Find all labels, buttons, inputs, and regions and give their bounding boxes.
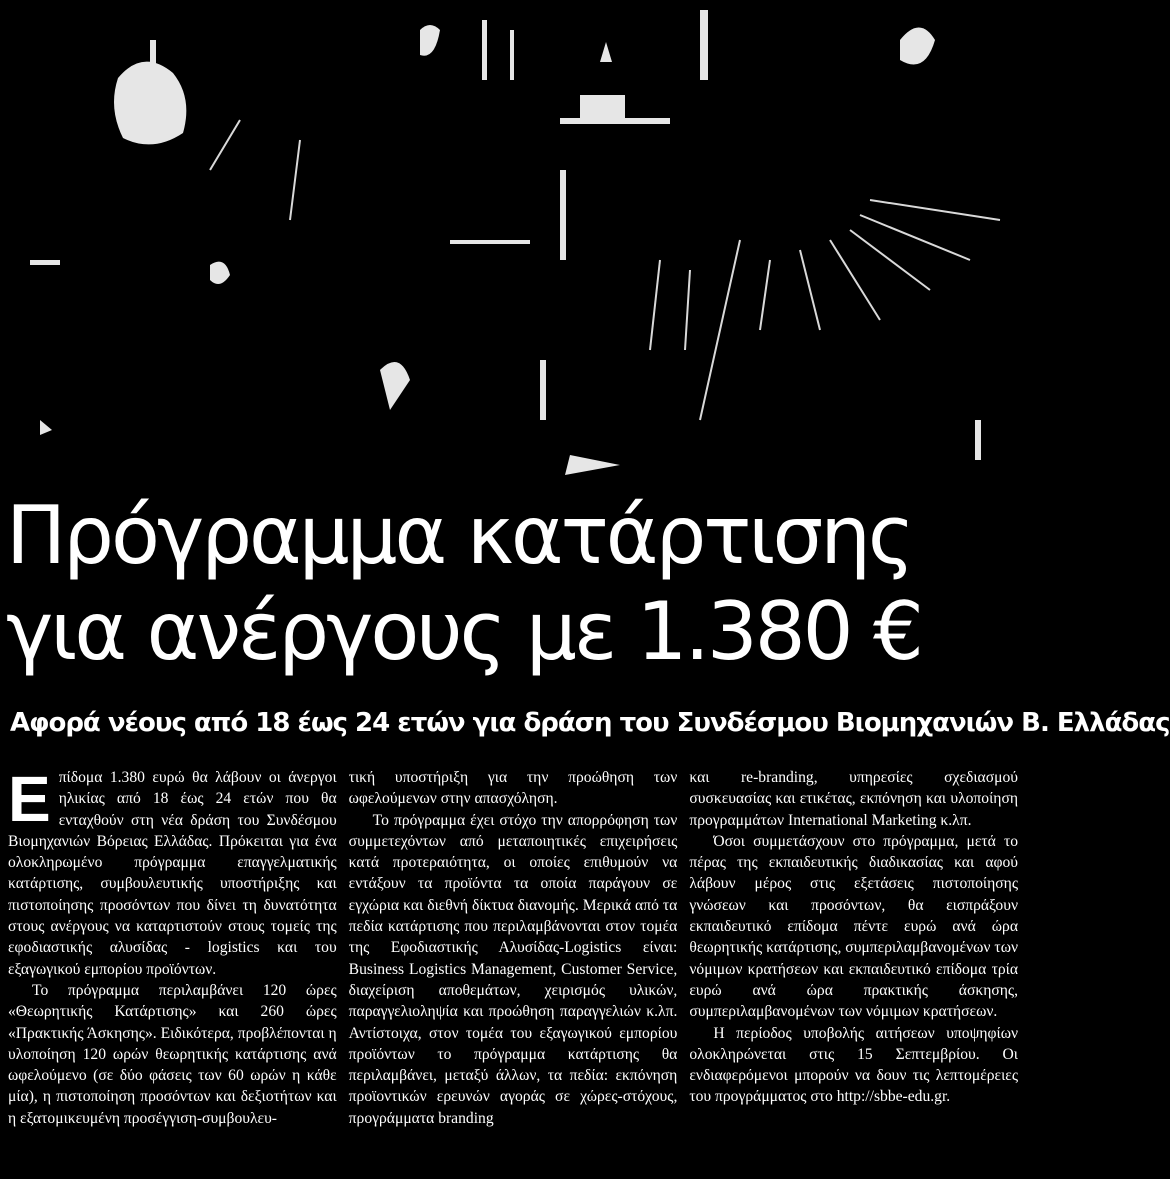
article-headline [6, 488, 1016, 680]
article-column-3 [689, 767, 1018, 1177]
headline-line-1: Πρόγραμμα κατάρτισης [6, 489, 912, 582]
article-body [8, 763, 1019, 1177]
paragraph: Όσοι συμμετάσχουν στο πρόγραμμα, μετά το πέρας της εκπαιδευτικής διαδικασίας και αφού λάβουν μέρος στις εξετάσεις πιστοποίησης γνώσεων και προσόντων, θα εισπράξουν εκπαιδευτικό επίδομα πέντε ευρώ ανά ώρα θεωρητικής κατάρτισης, συμπεριλαμβανομένων των νόμιμων κρατήσεων και εκπαιδευτικό επίδομα τρία ευρώ ανά ώρα πρακτικής άσκησης, συμπεριλαμβανομένων των νόμιμων κρατήσεων. [689, 832, 1019, 1021]
paragraph-text: πίδομα 1.380 ευρώ θα λάβουν οι άνεργοι ηλικίας από 18 έως 24 ετών που θα ενταχθούν στη νέα δράση του Συνδέσμου Βιομηχανιών Βόρειας Ελλάδας. Πρόκειται για ένα ολοκληρωμένο πρόγραμμα επαγγελματικής κατάρτισης, συμβουλευτικής υποστήριξης και πιστοποίησης προσόντων που δίνει τη δυνατότητα στους ανέργους να καταρτιστούν στους τομείς της εφοδιαστικής αλυσίδας - logistics και του εξαγωγικού εμπορίου προϊόντων. [8, 769, 337, 978]
paragraph: τική υποστήριξη για την προώθηση των ωφελούμενων στην απασχόληση. [348, 769, 678, 808]
paragraph: Το πρόγραμμα έχει στόχο την απορρόφηση των συμμετεχόντων από μεταποιητικές επιχειρήσεις κατά προτεραιότητα, οι οποίες επιθυμούν να εντάξουν τα προϊόντα τα οποία παράγουν σε εγχώρια και διεθνή δίκτυα διανομής. Μερικά από τα πεδία κατάρτισης που περιλαμβάνονται στον τομέα της Εφοδιαστικής Αλυσίδας-Logistics είναι: Business Logistics Management, Customer Service, διαχείριση αποθεμάτων, χειρισμός υλικών, παραγγελιοληψία και προώθηση παραγγελιών κ.λπ. Αντίστοιχα, στον τομέα του εξαγωγικού εμπορίου προϊόντων το πρόγραμμα κατάρτισης θα περιλαμβάνει, μεταξύ άλλων, τα πεδία: εκπόνηση προϊοντικών ερευνών αγοράς σε χώρες-στόχους, προγράμματα branding [348, 811, 678, 1127]
article-photo [0, 0, 1024, 490]
paragraph [8, 763, 337, 980]
classroom-photo-icon [0, 0, 1024, 490]
article-column-2 [349, 767, 678, 1177]
article-column-1 [8, 763, 337, 1177]
drop-cap: Ε [8, 763, 51, 835]
paragraph: και re-branding, υπηρεσίες σχεδιασμού συσκευασίας και ετικέτας, εκπόνηση και υλοποίηση προγραμμάτων International Marketing κ.λπ. [689, 769, 1019, 829]
headline-line-2: για ανέργους με 1.380 € [6, 585, 921, 678]
paragraph: Το πρόγραμμα περιλαμβάνει 120 ώρες «Θεωρητικής Κατάρτισης» και 260 ώρες «Πρακτικής Άσκησης». Ειδικότερα, προβλέπονται η υλοποίηση 120 ωρών θεωρητικής κατάρτισης ανά ωφελούμενο (σε δύο φάσεις των 60 ωρών η κάθε μία), η πιστοποίηση προσόντων και δεξιοτήτων και η εξατομικευμένη προσέγγιση-συμβουλευ- [8, 981, 337, 1127]
article-subtitle: Αφορά νέους από 18 έως 24 ετών για δράση του Συνδέσμου Βιομηχανιών Β. Ελλάδας [10, 708, 1170, 738]
paragraph: Η περίοδος υποβολής αιτήσεων υποψηφίων ολοκληρώνεται στις 15 Σεπτεμβρίου. Οι ενδιαφερόμενοι μπορούν να δουν τις λεπτομέρειες του προγράμματος στο http://sbbe-edu.gr. [689, 1024, 1019, 1106]
